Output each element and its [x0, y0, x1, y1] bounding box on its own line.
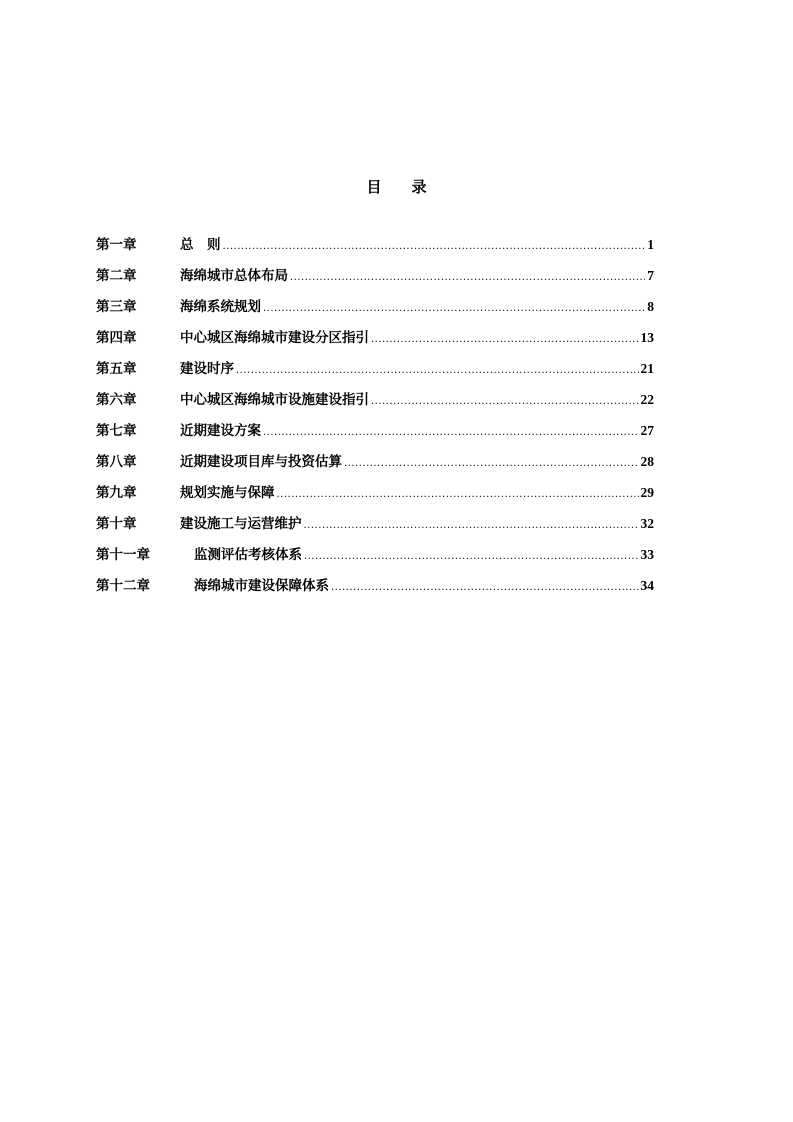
toc-dot-leader: [263, 423, 639, 443]
toc-chapter-title: 规划实施与保障: [180, 485, 275, 501]
toc-page-number: 1: [647, 237, 654, 252]
toc-chapter-number: 第三章: [96, 299, 137, 315]
toc-chapter-number: 第二章: [96, 268, 137, 284]
toc-chapter-title: 海绵城市总体布局: [180, 268, 288, 284]
toc-chapter-title: 海绵城市建设保障体系: [194, 578, 329, 594]
toc-chapter-title: 监测评估考核体系: [194, 547, 302, 563]
toc-page-number: 29: [640, 485, 654, 500]
toc-entry-10[interactable]: [96, 514, 654, 545]
toc-chapter-number: 第十章: [96, 516, 137, 532]
toc-chapter-title: 中心城区海绵城市建设分区指引: [180, 330, 369, 346]
toc-chapter-title: 近期建设方案: [180, 423, 261, 439]
toc-dot-leader: [304, 547, 639, 567]
toc-chapter-number: 第六章: [96, 392, 137, 408]
toc-chapter-number: 第八章: [96, 454, 137, 470]
toc-entry-11[interactable]: [96, 545, 654, 576]
toc-page-number: 32: [640, 516, 654, 531]
toc-chapter-number: 第十一章: [96, 547, 150, 563]
toc-dot-leader: [304, 516, 639, 536]
toc-dot-leader: [290, 268, 645, 288]
toc-entry-6[interactable]: [96, 390, 654, 421]
toc-chapter-title: 建设施工与运营维护: [180, 516, 302, 532]
toc-entry-1[interactable]: [96, 235, 654, 266]
toc-dot-leader: [344, 454, 639, 474]
toc-entry-4[interactable]: [96, 328, 654, 359]
toc-dot-leader: [263, 299, 645, 319]
toc-page-number: 33: [640, 547, 654, 562]
toc-page-number: 8: [647, 299, 654, 314]
toc-dot-leader: [236, 361, 639, 381]
toc-chapter-number: 第五章: [96, 361, 137, 377]
toc-entry-5[interactable]: [96, 359, 654, 390]
toc-page-number: 21: [640, 361, 654, 376]
table-of-contents: [96, 235, 654, 607]
toc-chapter-number: 第十二章: [96, 578, 150, 594]
toc-dot-leader: [277, 485, 639, 505]
toc-chapter-title: 建设时序: [180, 361, 234, 377]
toc-chapter-title: 海绵系统规划: [180, 299, 261, 315]
toc-dot-leader: [371, 392, 639, 412]
toc-chapter-number: 第四章: [96, 330, 137, 346]
toc-page-number: 34: [640, 578, 654, 593]
toc-chapter-number: 第一章: [96, 237, 137, 253]
toc-entry-12[interactable]: [96, 576, 654, 607]
toc-entry-7[interactable]: [96, 421, 654, 452]
toc-entry-8[interactable]: [96, 452, 654, 483]
toc-dot-leader: [371, 330, 639, 350]
toc-page-number: 13: [640, 330, 654, 345]
toc-page-number: 22: [640, 392, 654, 407]
toc-page-number: 7: [647, 268, 654, 283]
toc-entry-2[interactable]: [96, 266, 654, 297]
toc-chapter-number: 第七章: [96, 423, 137, 439]
toc-chapter-title: 中心城区海绵城市设施建设指引: [180, 392, 369, 408]
toc-title: 目 录: [366, 178, 427, 196]
toc-chapter-title: 近期建设项目库与投资估算: [180, 454, 342, 470]
toc-dot-leader: [331, 578, 639, 598]
toc-entry-9[interactable]: [96, 483, 654, 514]
toc-page-number: 27: [640, 423, 654, 438]
toc-dot-leader: [223, 237, 646, 257]
toc-chapter-title: 总 则: [180, 237, 221, 253]
toc-entry-3[interactable]: [96, 297, 654, 328]
toc-page-number: 28: [640, 454, 654, 469]
toc-chapter-number: 第九章: [96, 485, 137, 501]
